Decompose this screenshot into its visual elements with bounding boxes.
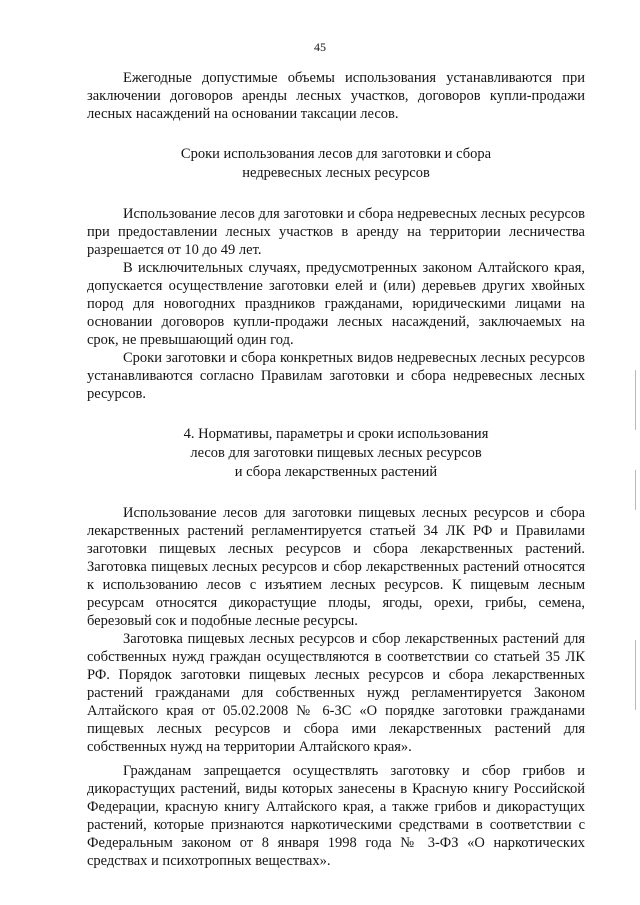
heading-line: и сбора лекарственных растений: [234, 464, 438, 480]
scan-edge-mark: [635, 470, 636, 510]
paragraph-own-needs: Заготовка пищевых лесных ресурсов и сбор лекарственных растений для собственных нужд граждан осуществляются в соответствии со статьей 35 ЛК РФ. Порядок заготовки пищевых лесных ресурсов и сбора лекарственных растений гражданами для собственных нужд регламентируется Законом Алтайского края от 05.02.2008 № 6-ЗС «О порядке заготовки гражданами пищевых лесных ресурсов и сбора ими лекарственных растений для собственных нужд на территории Алтайского края».: [87, 631, 585, 755]
paragraph-lease-term: Использование лесов для заготовки и сбора недревесных лесных ресурсов при предоставлении лесных участков в аренду на территории лесничества разрешается от 10 до 49 лет.: [87, 206, 585, 258]
section-heading-nontimber-terms: [87, 145, 585, 183]
page-number: 45: [314, 40, 326, 54]
heading-line: недревесных лесных ресурсов: [242, 165, 430, 181]
paragraph-prohibition: Гражданам запрещается осуществлять заготовку и сбор грибов и дикорастущих растений, виды которых занесены в Красную книгу Российской Федерации, красную книгу Алтайского края, а также грибов и дикорастущих растений, которые признаются наркотическими средствами в соответствии с Федеральным законом от 8 января 1998 года № 3-ФЗ «О наркотических средствах и психотропных веществах».: [87, 763, 585, 869]
heading-line: 4. Нормативы, параметры и сроки использования: [183, 426, 489, 442]
paragraph-annual-volumes: Ежегодные допустимые объемы использования устанавливаются при заключении договоров аренды лесных участков, договоров купли-продажи лесных насаждений на основании таксации лесов.: [87, 70, 585, 122]
heading-line: лесов для заготовки пищевых лесных ресурсов: [190, 445, 482, 461]
section-heading-food-resources: [87, 425, 585, 482]
page-content: [87, 69, 585, 870]
paragraph-harvest-terms: Сроки заготовки и сбора конкретных видов недревесных лесных ресурсов устанавливаются согласно Правилам заготовки и сбора недревесных лесных ресурсов.: [87, 350, 585, 402]
scan-edge-mark: [635, 640, 636, 710]
heading-line: Сроки использования лесов для заготовки и сбора: [180, 146, 492, 162]
scan-edge-mark: [635, 370, 636, 430]
paragraph-food-resources-regulation: Использование лесов для заготовки пищевых лесных ресурсов и сбора лекарственных растений регламентируется статьей 34 ЛК РФ и Правилами заготовки пищевых лесных ресурсов и сбора лекарственных растений. Заготовка пищевых лесных ресурсов и сбор лекарственных растений относятся к использованию лесов с изъятием лесных ресурсов. К пищевым лесным ресурсам относятся дикорастущие плоды, ягоды, орехи, грибы, семена, березовый сок и подобные лесные ресурсы.: [87, 505, 585, 629]
paragraph-new-year-trees: В исключительных случаях, предусмотренных законом Алтайского края, допускается осуществление заготовки елей и (или) деревьев других хвойных пород для новогодних праздников гражданами, юридическими лицами на основании договоров купли-продажи лесных насаждений, заключаемых на срок, не превышающий один год.: [87, 260, 585, 348]
